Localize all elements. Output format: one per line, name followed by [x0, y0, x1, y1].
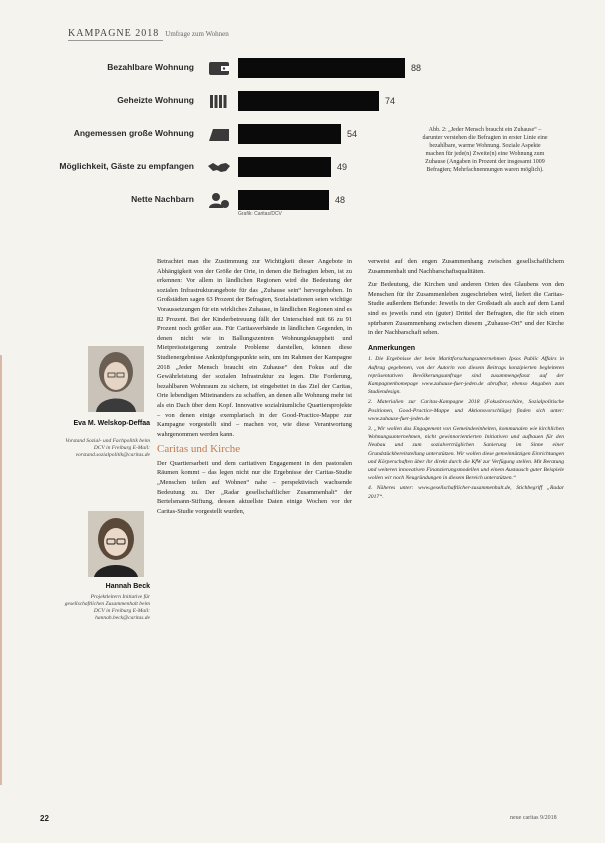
portrait-photo	[88, 346, 144, 412]
neighbor-icon	[207, 191, 231, 209]
note-item: 1. Die Ergebnisse der beim Marktforschungsunternehmen Ipsos Public Affairs in Auftrag gegebenen, von der Autorin von diesem Beitrags konzipierten begleiteten repräsentativen Bevölkerungsumfrage sind zusammengefasst auf der Kampagnenhomepage www.zuhause-fuer-jeden.de abrufbar, ebenso Angaben zum Studiendesign.	[368, 356, 564, 396]
bar	[238, 157, 331, 177]
notes-heading: Anmerkungen	[368, 344, 416, 352]
paragraph: Betrachtet man die Zustimmung zur Wichtigkeit dieser Angebote in Abhängigkeit von der Größe der Orte, in denen die Befragten leben, ist zu erkennen: Vor allem in ländlichen Regionen wird die Bedeutung der sozialen Infrastrukturangebote für das „Zuhause sein“ hervorgehoben. In Großstädten sagen 63 Prozent der Befragten, Sozialstationen seien wichtige Voraussetzungen für ein wirkliches Zuhause, in ländlichen Regionen sind es 82 Prozent. Bei der Kinderbetreuung fällt der Unterschied mit 66 zu 91 Prozent noch größer aus. Für Caritasverbände in ländlichen Gegenden, in denen nicht wie in Ballungszentren Wohnungsknappheit und Mietpreissteigerung zentrale Probleme darstellen, können diese Studienergebnisse Anknüpfungspunkte sein, um im Rahmen der Kampagne 2018 „Jeder Mensch braucht ein Zuhause“ den Fokus auf die Gewährleistung der sozialen Infrastruktur zu legen. Die Forderung, bezahlbaren Wohnraum zu sichern, ist eingebettet in das Ziel der Caritas, Orte lebendigen Miteinanders zu schaffen, an denen alle Wohnung mehr ist als ein Dach über dem Kopf. Innovative sozialräumliche Quartiersprojekte – von denen einige exemplarisch in der Good-Practice-Mappe zur Kampagne vorgestellt sind – machen vor, wie diese Verantwortung wahrgenommen werden kann.	[157, 258, 352, 438]
page-header	[68, 28, 229, 39]
notes-list	[368, 355, 564, 500]
bar-label: Möglichkeit, Gäste zu empfangen	[59, 161, 194, 171]
bar-row	[0, 90, 440, 112]
handshake-icon	[207, 158, 231, 176]
person-name: Eva M. Welskop-Deffaa	[73, 420, 150, 427]
note-item: 4. Näheres unter: www.gesellschaftlicher-zusammenhalt.de, Stichbegriff „Radar 2017“.	[368, 485, 564, 500]
bar	[238, 190, 329, 210]
paragraph: verweist auf den engen Zusammenhang zwischen gesellschaftlichem Zusammenhalt und Nachbarschaftsqualitäten.	[368, 258, 564, 275]
radiator-icon	[207, 92, 231, 110]
header-title: KAMPAGNE 2018	[68, 28, 160, 39]
article-column-right	[368, 257, 564, 503]
issue-label: neue caritas 9/2018	[510, 815, 557, 821]
bar	[238, 124, 341, 144]
bar-label: Geheizte Wohnung	[117, 95, 194, 105]
paragraph: Zur Bedeutung, die Kirchen und anderen Orten des Glaubens von den Menschen für ihr Zusammenleben zugeschrieben wird, liefert die Caritas-Studie außerdem Befunde: Jeweils in der Großstadt als auch auf dem Land sind es jeweils rund ein (guter) Drittel der Befragten, die für sich einen spürbaren Zusammenhang zwischen diesem „Zuhause-Ort“ und der Kirche in der Nachbarschaft sehen.	[368, 281, 564, 337]
bar-label: Nette Nachbarn	[131, 194, 194, 204]
person-role: Vorstand Sozial- und Fachpolitik beim DCV in Freiburg E-Mail: vorstand.sozialpolitik@caritas.de	[65, 438, 150, 458]
article-column-left	[157, 257, 352, 520]
margin-line	[0, 355, 2, 785]
note-item: 2. Materialien zur Caritas-Kampagne 2018 (Fokusbroschüre, Sozialpolitische Positionen, Good-Practice-Mappe und Aktionsvorschläge) finden sich unter: www.zuhause-fuer-jeden.de	[368, 399, 564, 422]
bar-row	[0, 123, 440, 145]
bar-value: 49	[337, 162, 348, 172]
section-heading: Caritas und Kirche	[157, 443, 241, 456]
chart-source: Grafik: Caritas/DCV	[238, 211, 282, 217]
bar	[238, 58, 405, 78]
bar-value: 74	[385, 96, 396, 106]
bar-label: Bezahlbare Wohnung	[107, 62, 194, 72]
person-role: Projektleitern Initiative für gesellschaftlichen Zusammenhalt beim DCV in Freiburg E-Mail: hannah.beck@caritas.de	[64, 594, 150, 621]
bar-row	[0, 57, 440, 79]
portrait-photo	[88, 511, 144, 577]
bar-row	[0, 189, 440, 211]
header-subtitle: Umfrage zum Wohnen	[165, 30, 229, 38]
header-rule	[68, 40, 163, 41]
bar-value: 88	[411, 63, 422, 73]
bar-value: 54	[347, 129, 358, 139]
area-icon	[207, 125, 231, 143]
bar	[238, 91, 379, 111]
bar-row	[0, 156, 440, 178]
paragraph: Der Quartiersarbeit und dem caritativen Engagement in den pastoralen Räumen kommt – das legen nicht nur die Ergebnisse der Caritas-Studie „Menschen teilen auf Wohnen“ nahe – perspektivisch wachsende Bedeutung zu. Der „Radar gesellschaftlicher Zusammenhalt“ der Bertelsmann-Stiftung, dessen aktuellste Daten einige Wochen vor der Caritas-Studie vorgestellt wurden,	[157, 459, 352, 515]
bar-label: Angemessen große Wohnung	[73, 128, 194, 138]
note-item: 3. „Wir wollen das Engagement von Gemeindeeinheiten, kommunalen wie kirchlichen Wohnungsunternehmen, nicht gewinnorientierten Initiativen und aufbauen für den Neubau und zum sozialverträglichen Sanierung im Sinne einer Grundstückbereitstellung unterstützen. Wir wollen diese gemeinnützigen Einrichtungen und Körperschaften über ihr direkt durch die KfW zur Verfügung stellen. Mit Beratung und weiteren innovativen Finanzierungsmodellen und einem Austausch guter Beispiele wollen wir noch Neugründungen in diesem Bereich unterstützen.“	[368, 425, 564, 482]
wallet-icon	[207, 59, 231, 77]
page-number: 22	[40, 814, 49, 823]
figure-caption: Abb. 2: „Jeder Mensch braucht ein Zuhause“ – darunter verstehen die Befragten in erster Linie eine bezahlbare, warme Wohnung. Soziale Aspekte machen für jede(n) Zweite(n) eine Wohnung zum Zuhause (Angaben in Prozent der insgesamt 1009 Befragten; Mehrfachnennungen waren möglich).	[422, 127, 548, 173]
person-name: Hannah Beck	[105, 583, 150, 590]
bar-value: 48	[335, 195, 346, 205]
